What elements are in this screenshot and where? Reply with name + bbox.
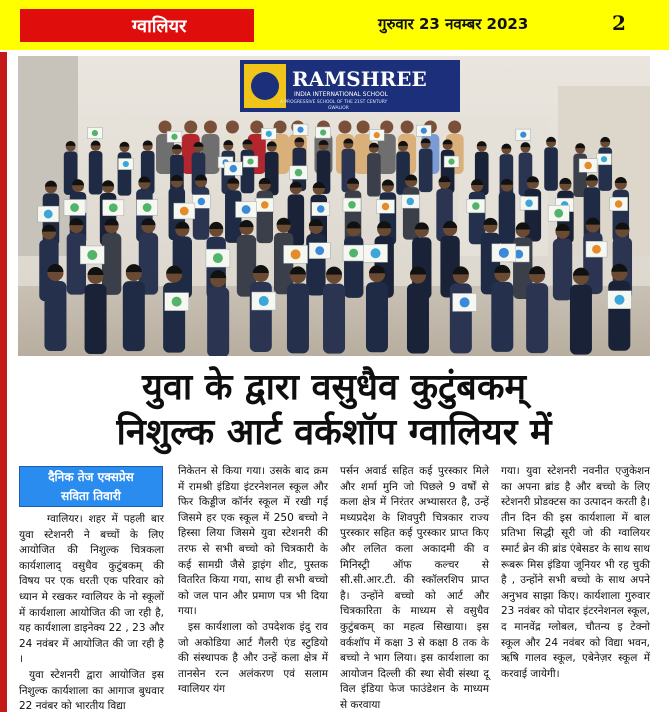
drawing-globe (348, 201, 356, 209)
drawing-globe (407, 198, 415, 206)
banner-subtitle: INDIA INTERNATIONAL SCHOOL (294, 91, 388, 98)
column-2-paragraph-2: इस कार्यशाला को उपदेशक इंदु राव जो अकोडिया आर्ट गैलरी एंड स्टुडियो की संस्थापक है और उन्हें कला क्षेत्र में तानसेन रत्न अलंकरण एवं सलाम ग्वालियर यंग (178, 620, 328, 696)
adult-head (401, 121, 414, 134)
event-photo (18, 56, 650, 356)
student-figure (123, 281, 145, 351)
drawing-globe (295, 169, 303, 177)
banner-tagline: A PROGRESSIVE SCHOOL OF THE 21ST CENTURY (280, 100, 388, 105)
article-column-1 (19, 512, 164, 715)
student-figure (526, 283, 548, 353)
student-figure (102, 233, 121, 295)
article-column-3 (340, 464, 489, 714)
drawing-globe (448, 159, 454, 165)
drawing-globe (499, 248, 509, 258)
student-figure (323, 284, 345, 354)
drawing-globe (320, 129, 326, 135)
adult-head (204, 121, 217, 134)
adult-head (184, 121, 197, 134)
column-3-paragraph-1: पर्सन अवार्ड सहित कई पुरस्कार मिले और शर्मा मुनि जो पिछले 9 वर्षों से कला क्षेत्र में निरंतर अभ्यासरत है, उन्हें मध्यप्रदेश के शिवपुरी चित्रकार राज्य पुरस्कार सहित कई पुरस्कार प्राप्त किए और ललित कला अकादमी की व मिनिस्ट्री ऑफ कल्चर से सी.सी.आर.टी. की स्कॉलरशिप प्राप्त है। उन्होंने बच्चो को आर्ट और चित्रकारिता के माध्यम से वसुधैव कुटुंबकम् का महत्व सिखाया। इस वर्कशॉप में कक्षा 3 से कक्षा 8 तक के बच्चो ने भाग लिया। इस कार्यशाला का आयोजन दिल्ली की स्था सेवी संस्था दू विल इंडिया फेज फाउंडेशन के माध्यम से करवाया (340, 465, 489, 711)
drawing-globe (247, 158, 253, 164)
student-figure (499, 192, 516, 245)
drawing-globe (472, 202, 480, 210)
drawing-globe (525, 200, 533, 208)
drawing-globe (291, 249, 301, 259)
student-figure (44, 281, 66, 351)
byline-box (19, 466, 163, 507)
drawing-globe (266, 131, 272, 137)
drawing-globe (421, 128, 427, 134)
student-figure (407, 284, 429, 354)
drawing-globe (213, 253, 223, 263)
adult-head (338, 121, 351, 134)
drawing-globe (317, 205, 325, 213)
drawing-globe (123, 161, 129, 167)
column-4-paragraph-1: गया। युवा स्टेशनरी नवनीत एजुकेशन का अपना ब्रांड है और बच्चो के लिए स्टेशनरी प्रोडक्टस का उत्पादन करती है। तीन दिन की इस कार्यशाला में बाल प्रतिभा सिद्धी सूरी जो की ग्वालियर स्मार्ट ब्रेन की ब्रांड एंबेसडर के साथ साथ रूबरू मिस इंडिया जूनियर भी रह चुकी है , उन्होंने सभी बच्चो के साथ अपने अनुभव साझा किए। कार्यशाला गुरुवार 23 नवंबर को पोदार इंटरनेशनल स्कूल, द मानवेंद्र ग्लोबल, चौतन्य इ टेक्नो स्कूल और 24 नवंबर को विद्या भवन, ऋषि गालव स्कूल, एबेनेज़र स्कूल में करवाई जायेगी। (501, 465, 650, 680)
student-figure (89, 151, 103, 194)
banner-city: GWALIOR (328, 106, 349, 111)
student-figure (367, 153, 381, 196)
drawing-globe (198, 198, 206, 206)
drawing-globe (382, 203, 390, 211)
student-figure (207, 287, 229, 356)
banner-title: RAMSHREE (292, 67, 427, 91)
adult-head (448, 121, 461, 134)
publication-name: दैनिक तेज एक्सप्रेस (48, 470, 134, 484)
drawing-globe (374, 132, 380, 138)
student-figure (491, 282, 513, 352)
group-photo-illustration (18, 56, 650, 356)
headline-line-1: युवा के द्वारा वसुधैव कुटुंबकम् (141, 367, 527, 408)
page-number: 2 (612, 11, 626, 35)
drawing-globe (44, 210, 53, 219)
student-figure (287, 283, 309, 353)
student-figure (366, 282, 388, 352)
drawing-globe (180, 207, 189, 216)
drawing-globe (230, 165, 238, 173)
drawing-globe (615, 200, 623, 208)
drawing-globe (92, 130, 98, 136)
student-figure (570, 285, 592, 355)
drawing-globe (584, 162, 592, 170)
drawing-globe (297, 127, 303, 133)
student-figure (544, 147, 558, 190)
student-figure (419, 149, 433, 192)
adult-head (357, 121, 370, 134)
left-margin-rule (0, 52, 7, 712)
adult-head (226, 121, 239, 134)
drawing-globe (315, 246, 324, 255)
drawing-globe (614, 295, 624, 305)
school-banner (240, 60, 460, 112)
drawing-globe (172, 297, 182, 307)
drawing-globe (70, 203, 79, 212)
drawing-globe (261, 201, 269, 209)
column-1-paragraph-1: ग्वालियर। शहर में पहली बार युवा स्टेशनरी ने बच्चों के लिए आयोजित की निशुल्क चित्रकला कार्यशालाद् वसुधैव कुटुंबकम् की विषय पर एक धरती एक परिवार को ध्यान मे रखकर ग्वालियर के नो स्कूलों में कार्यशाला आयोजित की जा रही है, यह कार्यशाला डाइनेक्य 22 , 23 और 24 नवंबर में आयोजित की जा रही है । (19, 513, 164, 666)
drawing-globe (371, 248, 381, 258)
city-label: ग्वालियर (20, 9, 254, 42)
drawing-globe (601, 156, 607, 162)
drawing-globe (87, 250, 97, 260)
article-column-2 (178, 464, 328, 698)
student-figure (85, 284, 107, 354)
drawing-globe (460, 297, 470, 307)
drawing-globe (520, 132, 526, 138)
drawing-globe (259, 296, 269, 306)
drawing-globe (171, 134, 177, 140)
column-2-paragraph-1: निकेतन से किया गया। उसके बाद क्रम में रामश्री इंडिया इंटरनेशनल स्कूल और फिर किड्डीज कॉर्नर स्कूल में रखी गई जिसमे हर एक स्कूल में 250 बच्चो ने हिस्सा लिया जिसमे युवा स्टेशनरी की तरफ से सभी बच्चो को चित्रकारी के कई सामग्री जैसे ड्राइंग शीट, पुस्तक वितरित किया गया, साथ ही सभी बच्चो को जल पान और प्रमाण पत्र भी दिया गया। (178, 465, 328, 618)
drawing-globe (143, 203, 152, 212)
drawing-globe (242, 205, 251, 214)
student-figure (553, 239, 572, 301)
drawing-globe (554, 209, 563, 218)
reporter-name: सविता तिवारी (61, 489, 121, 503)
drawing-globe (109, 203, 118, 212)
article-column-4 (501, 464, 650, 682)
drawing-globe (349, 249, 358, 258)
dateline: गुरुवार 23 नवम्बर 2023 (378, 15, 529, 33)
column-1-paragraph-2: युवा स्टेशनरी द्वारा आयोजित इस निशुल्क कार्यशाला का आगाज बुधवार 22 नवंबर को भारतीय विद्या (19, 668, 164, 713)
drawing-globe (592, 245, 601, 254)
headline-line-2: निशुल्क आर्ट वर्कशॉप ग्वालियर में (116, 412, 552, 453)
